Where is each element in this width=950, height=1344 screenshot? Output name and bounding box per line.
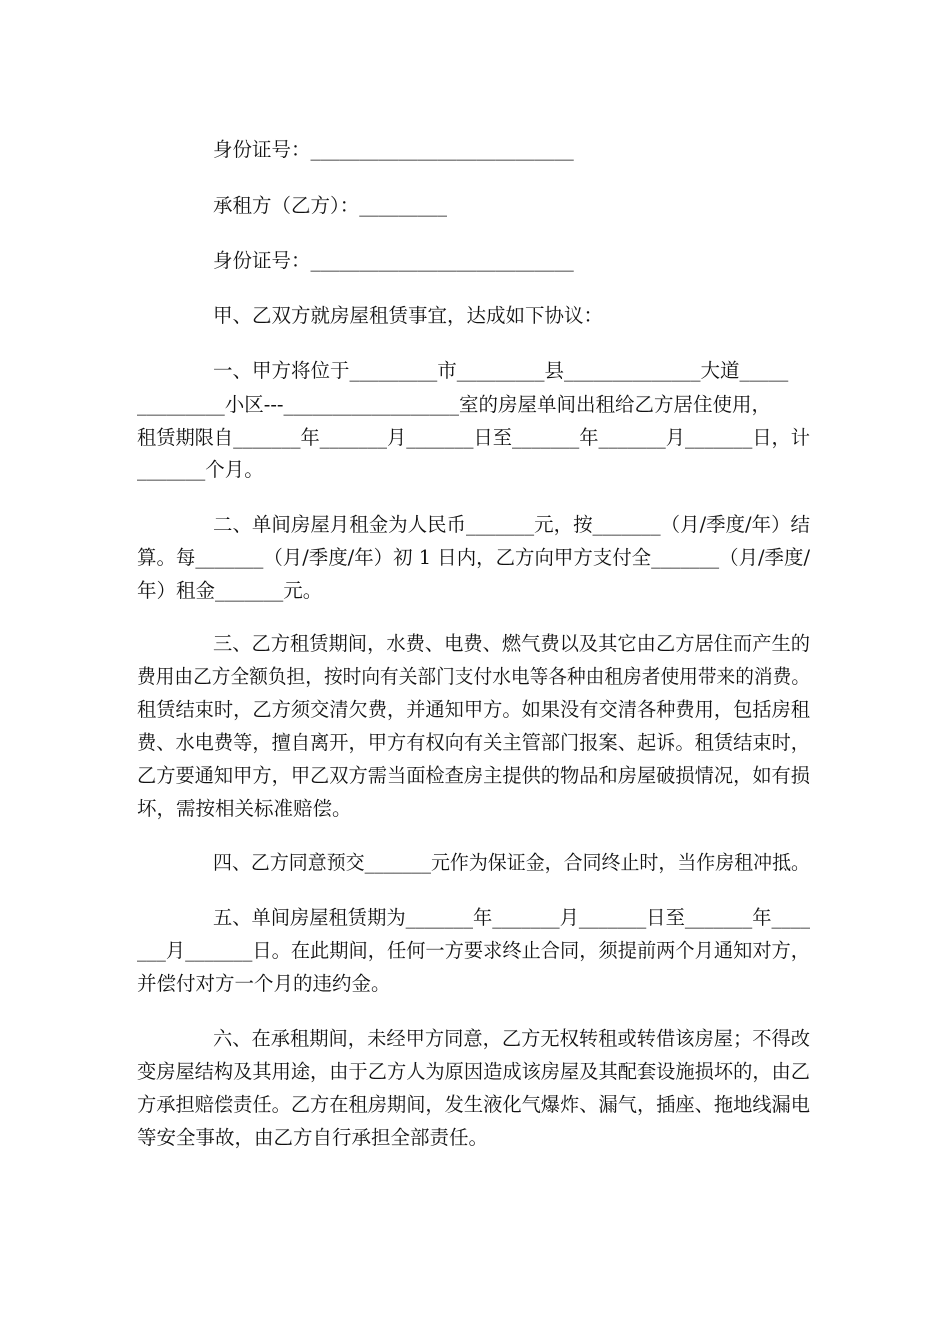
id-number-field-b: 身份证号：___________________________ — [213, 249, 574, 272]
clause-4-line: 四、乙方同意预交_______元作为保证金，合同终止时，当作房租冲抵。 — [213, 851, 811, 874]
clause-3-line: 费、水电费等，擅自离开，甲方有权向有关主管部门报案、起诉。租赁结束时， — [137, 731, 811, 754]
clause-5-line: 并偿付对方一个月的违约金。 — [137, 972, 391, 995]
clause-3-line: 租赁结束时，乙方须交清欠费，并通知甲方。如果没有交清各种费用，包括房租 — [137, 698, 811, 721]
clause-1-line: 一、甲方将位于_________市_________县______________大道_____ — [213, 359, 789, 382]
clause-6-line: 六、在承租期间，未经甲方同意，乙方无权转租或转借该房屋；不得改 — [213, 1027, 811, 1050]
clause-1-line: 租赁期限自_______年_______月_______日至_______年_______月_______日，计 — [137, 426, 811, 449]
clause-6-line: 方承担赔偿责任。乙方在租房期间，发生液化气爆炸、漏气，插座、拖地线漏电 — [137, 1093, 811, 1116]
clause-3-line: 费用由乙方全额负担，按时向有关部门支付水电等各种由租房者使用带来的消费。 — [137, 665, 811, 688]
clause-1-line: _______个月。 — [137, 458, 264, 481]
clause-2-line: 算。每_______（月/季度/年）初 1 日内，乙方向甲方支付全_______（月/季度/ — [137, 546, 811, 569]
clause-3-line: 乙方要通知甲方，甲乙双方需当面检查房主提供的物品和房屋破损情况，如有损 — [137, 764, 811, 787]
clause-1-line: _________小区---__________________室的房屋单间出租给乙方居住使用， — [137, 393, 772, 416]
clause-6-line: 变房屋结构及其用途，由于乙方人为原因造成该房屋及其配套设施损坏的，由乙 — [137, 1060, 811, 1083]
clause-3-line: 三、乙方租赁期间，水费、电费、燃气费以及其它由乙方居住而产生的 — [213, 632, 811, 655]
clause-5-line: 五、单间房屋租赁期为_______年_______月_______日至_______年____ — [213, 906, 811, 929]
id-number-field-a: 身份证号：___________________________ — [213, 138, 574, 161]
clause-3-line: 坏，需按相关标准赔偿。 — [137, 797, 352, 820]
clause-2-line: 二、单间房屋月租金为人民币_______元，按_______（月/季度/年）结 — [213, 513, 811, 536]
clause-5-line: ___月_______日。在此期间，任何一方要求终止合同，须提前两个月通知对方， — [137, 939, 811, 962]
clause-2-line: 年）租金_______元。 — [137, 579, 323, 602]
lessee-field: 承租方（乙方）：_________ — [213, 194, 448, 217]
agreement-intro: 甲、乙双方就房屋租赁事宜，达成如下协议： — [213, 304, 604, 327]
clause-6-line: 等安全事故，由乙方自行承担全部责任。 — [137, 1126, 489, 1149]
